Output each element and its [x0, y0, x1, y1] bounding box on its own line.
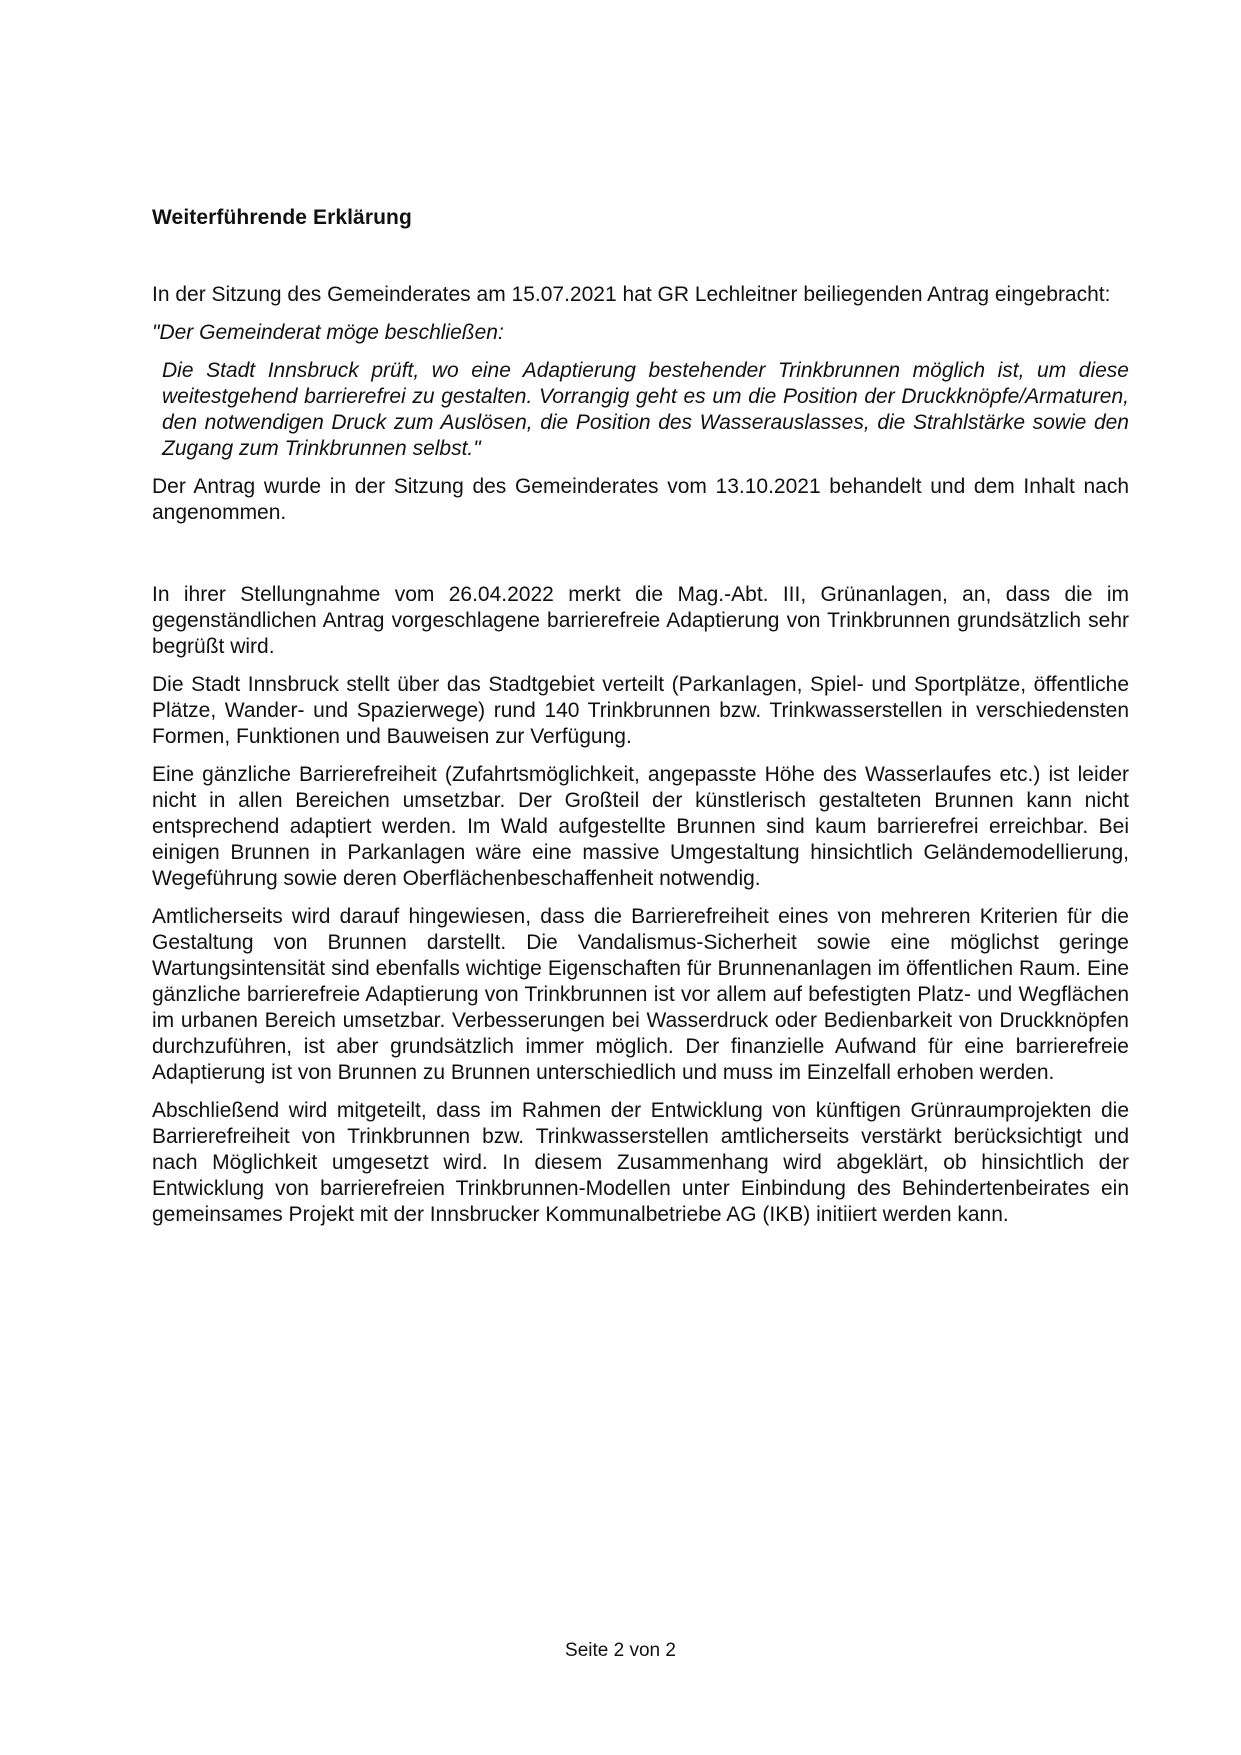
paragraph-decision: Der Antrag wurde in der Sitzung des Gemeinderates vom 13.10.2021 behandelt und dem Inhalt nach angenommen.: [152, 475, 1129, 524]
section-spacer: [152, 538, 1129, 582]
paragraph-criteria: Amtlicherseits wird darauf hingewiesen, dass die Barrierefreiheit eines von mehreren Kriterien für die Gestaltung von Brunnen darstellt. Die Vandalismus-Sicherheit sowie eine möglichst geringe Wartungsintensität sind ebenfalls wichtige Eigenschaften für Brunnenanlagen im öffentlichen Raum. Eine gänzliche barrierefreie Adaptierung von Trinkbrunnen ist vor allem auf befestigten Platz- und Wegflächen im urbanen Bereich umsetzbar. Verbesserungen bei Wasserdruck oder Bedienbarkeit von Druckknöpfen durchzuführen, ist aber grundsätzlich immer möglich. Der finanzielle Aufwand für eine barrierefreie Adaptierung ist von Brunnen zu Brunnen unterschiedlich und muss im Einzelfall erhoben werden.: [152, 905, 1129, 1084]
paragraph-statement: In ihrer Stellungnahme vom 26.04.2022 merkt die Mag.-Abt. III, Grünanlagen, an, dass die im gegenständlichen Antrag vorgeschlagene barrierefreie Adaptierung von Trinkbrunnen grundsätzlich sehr begrüßt wird.: [152, 583, 1129, 658]
paragraph-inventory: Die Stadt Innsbruck stellt über das Stadtgebiet verteilt (Parkanlagen, Spiel- und Sportplätze, öffentliche Plätze, Wander- und Spazierwege) rund 140 Trinkbrunnen bzw. Trinkwasserstellen in verschiedensten Formen, Funktionen und Bauweisen zur Verfügung.: [152, 673, 1129, 748]
page-title: Weiterführende Erklärung: [152, 206, 412, 229]
document-body: [152, 282, 1129, 1240]
paragraph-conclusion: Abschließend wird mitgeteilt, dass im Rahmen der Entwicklung von künftigen Grünraumprojekten die Barrierefreiheit von Trinkbrunnen bzw. Trinkwasserstellen amtlicherseits verstärkt berücksichtigt und nach Möglichkeit umgesetzt wird. In diesem Zusammenhang wird abgeklärt, ob hinsichtlich der Entwicklung von barrierefreien Trinkbrunnen-Modellen unter Einbindung des Behindertenbeirates ein gemeinsames Projekt mit der Innsbrucker Kommunalbetriebe AG (IKB) initiiert werden kann.: [152, 1099, 1129, 1226]
quote-intro: "Der Gemeinderat möge beschließen:: [152, 321, 504, 344]
paragraph-request-intro: In der Sitzung des Gemeinderates am 15.07.2021 hat GR Lechleitner beiliegenden Antrag eingebracht:: [152, 283, 1111, 306]
page-number: Seite 2 von 2: [565, 1640, 676, 1661]
paragraph-limitations: Eine gänzliche Barrierefreiheit (Zufahrtsmöglichkeit, angepasste Höhe des Wasserlaufes etc.) ist leider nicht in allen Bereichen umsetzbar. Der Großteil der künstlerisch gestalteten Brunnen kann nicht entsprechend adaptiert werden. Im Wald aufgestellte Brunnen sind kaum barrierefrei erreichbar. Bei einigen Brunnen in Parkanlagen wäre eine massive Umgestaltung hinsichtlich Geländemodellierung, Wegeführung sowie deren Oberflächenbeschaffenheit notwendig.: [152, 763, 1129, 890]
motion-quote: Die Stadt Innsbruck prüft, wo eine Adaptierung bestehender Trinkbrunnen möglich ist, um diese weitestgehend barrierefrei zu gestalten. Vorrangig geht es um die Position der Druckknöpfe/Armaturen, den notwendigen Druck zum Auslösen, die Position des Wasserauslasses, die Strahlstärke sowie den Zugang zum Trinkbrunnen selbst.": [162, 359, 1129, 460]
